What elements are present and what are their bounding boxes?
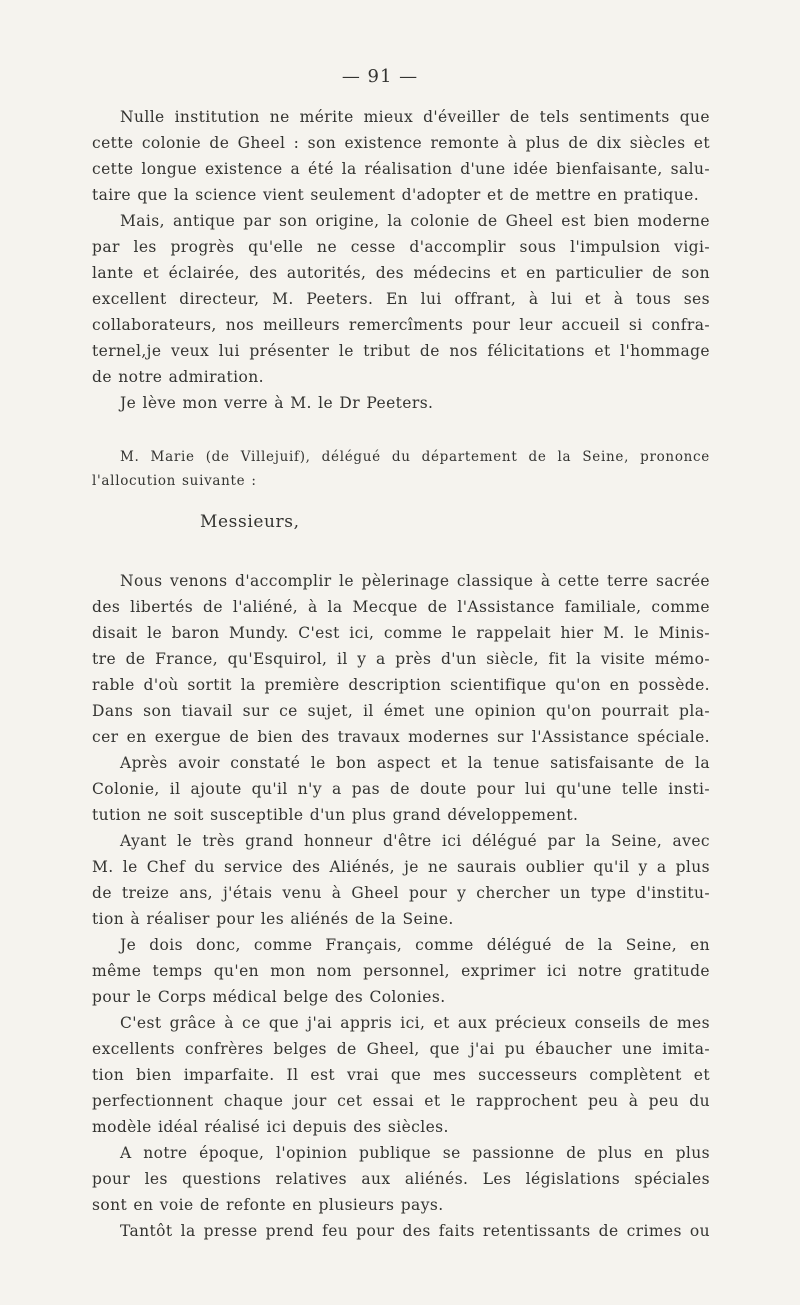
text-line: excellents confrères belges de Gheel, que j'ai pu ébaucher une imita- — [92, 1040, 710, 1058]
paragraph-gheel-colony — [92, 104, 710, 208]
paragraph-press — [92, 1218, 710, 1244]
text-line: ternel,je veux lui présenter le tribut de nos félicitations et l'hommage — [92, 342, 710, 360]
text-line: même temps qu'en mon nom personnel, exprimer ici notre gratitude — [92, 962, 710, 980]
text-line: tution ne soit susceptible d'un plus grand développement. — [92, 806, 579, 824]
text-line: C'est grâce à ce que j'ai appris ici, et aux précieux conseils de mes — [120, 1014, 710, 1032]
paragraph-public-opinion — [92, 1140, 710, 1218]
text-line: tion bien imparfaite. Il est vrai que mes successeurs complètent et — [92, 1066, 710, 1084]
text-line: Dans son tiavail sur ce sujet, il émet une opinion qu'on pourrait pla- — [92, 702, 710, 720]
text-line: collaborateurs, nos meilleurs remercîments pour leur accueil si confra- — [92, 316, 710, 334]
text-line: l'allocution suivante : — [92, 473, 257, 489]
paragraph-gratitude — [92, 932, 710, 1010]
text-line: Ayant le très grand honneur d'être ici délégué par la Seine, avec — [120, 832, 710, 850]
text-line: pour le Corps médical belge des Colonies. — [92, 988, 446, 1006]
text-line: de treize ans, j'étais venu à Gheel pour y chercher un type d'institu- — [92, 884, 710, 902]
salutation: Messieurs, — [200, 512, 300, 532]
text-line: lante et éclairée, des autorités, des médecins et en particulier de son — [92, 264, 710, 282]
text-line: disait le baron Mundy. C'est ici, comme le rappelait hier M. le Minis- — [92, 624, 710, 642]
paragraph-modern-colony — [92, 208, 710, 390]
text-line: cer en exergue de bien des travaux modernes sur l'Assistance spéciale. — [92, 728, 710, 746]
text-line: Tantôt la presse prend feu pour des faits retentissants de crimes ou — [120, 1222, 710, 1240]
text-line: sont en voie de refonte en plusieurs pays. — [92, 1196, 444, 1214]
paragraph-toast — [92, 390, 710, 416]
text-line: des libertés de l'aliéné, à la Mecque de l'Assistance familiale, comme — [92, 598, 710, 616]
text-line: par les progrès qu'elle ne cesse d'accomplir sous l'impulsion vigi- — [92, 238, 710, 256]
text-line: Nulle institution ne mérite mieux d'éveiller de tels sentiments que — [120, 108, 710, 126]
text-line: cette colonie de Gheel : son existence remonte à plus de dix siècles et — [92, 134, 710, 152]
text-line: tion à réaliser pour les aliénés de la Seine. — [92, 910, 454, 928]
text-line: perfectionnent chaque jour cet essai et le rapprochent peu à peu du — [92, 1092, 710, 1110]
paragraph-pilgrimage — [92, 568, 710, 750]
text-line: M. le Chef du service des Aliénés, je ne saurais oublier qu'il y a plus — [92, 858, 710, 876]
text-line: taire que la science vient seulement d'adopter et de mettre en pratique. — [92, 186, 700, 204]
text-line: modèle idéal réalisé ici depuis des siècles. — [92, 1118, 449, 1136]
paragraph-delegate-honor — [92, 828, 710, 932]
text-line: Je dois donc, comme Français, comme délégué de la Seine, en — [120, 936, 710, 954]
paragraph-confreres — [92, 1010, 710, 1140]
text-line: de notre admiration. — [92, 368, 264, 386]
text-line: tre de France, qu'Esquirol, il y a près d'un siècle, fit la visite mémo- — [92, 650, 710, 668]
text-line: Je lève mon verre à M. le Dr Peeters. — [120, 394, 434, 412]
paragraph-speaker-intro — [92, 445, 710, 493]
text-line: excellent directeur, M. Peeters. En lui offrant, à lui et à tous ses — [92, 290, 710, 308]
text-line: pour les questions relatives aux aliénés. Les législations spéciales — [92, 1170, 710, 1188]
text-line: cette longue existence a été la réalisation d'une idée bienfaisante, salu- — [92, 160, 710, 178]
text-line: Mais, antique par son origine, la colonie de Gheel est bien moderne — [120, 212, 710, 230]
text-line: Nous venons d'accomplir le pèlerinage classique à cette terre sacrée — [120, 572, 710, 590]
text-line: A notre époque, l'opinion publique se passionne de plus en plus — [120, 1144, 710, 1162]
paragraph-colony-aspect — [92, 750, 710, 828]
text-line: Colonie, il ajoute qu'il n'y a pas de doute pour lui qu'une telle insti- — [92, 780, 710, 798]
text-line: Après avoir constaté le bon aspect et la tenue satisfaisante de la — [120, 754, 710, 772]
text-line: M. Marie (de Villejuif), délégué du département de la Seine, prononce — [120, 449, 710, 465]
page-number: — 91 — — [341, 66, 419, 87]
text-line: rable d'où sortit la première description scientifique qu'on en possède. — [92, 676, 710, 694]
